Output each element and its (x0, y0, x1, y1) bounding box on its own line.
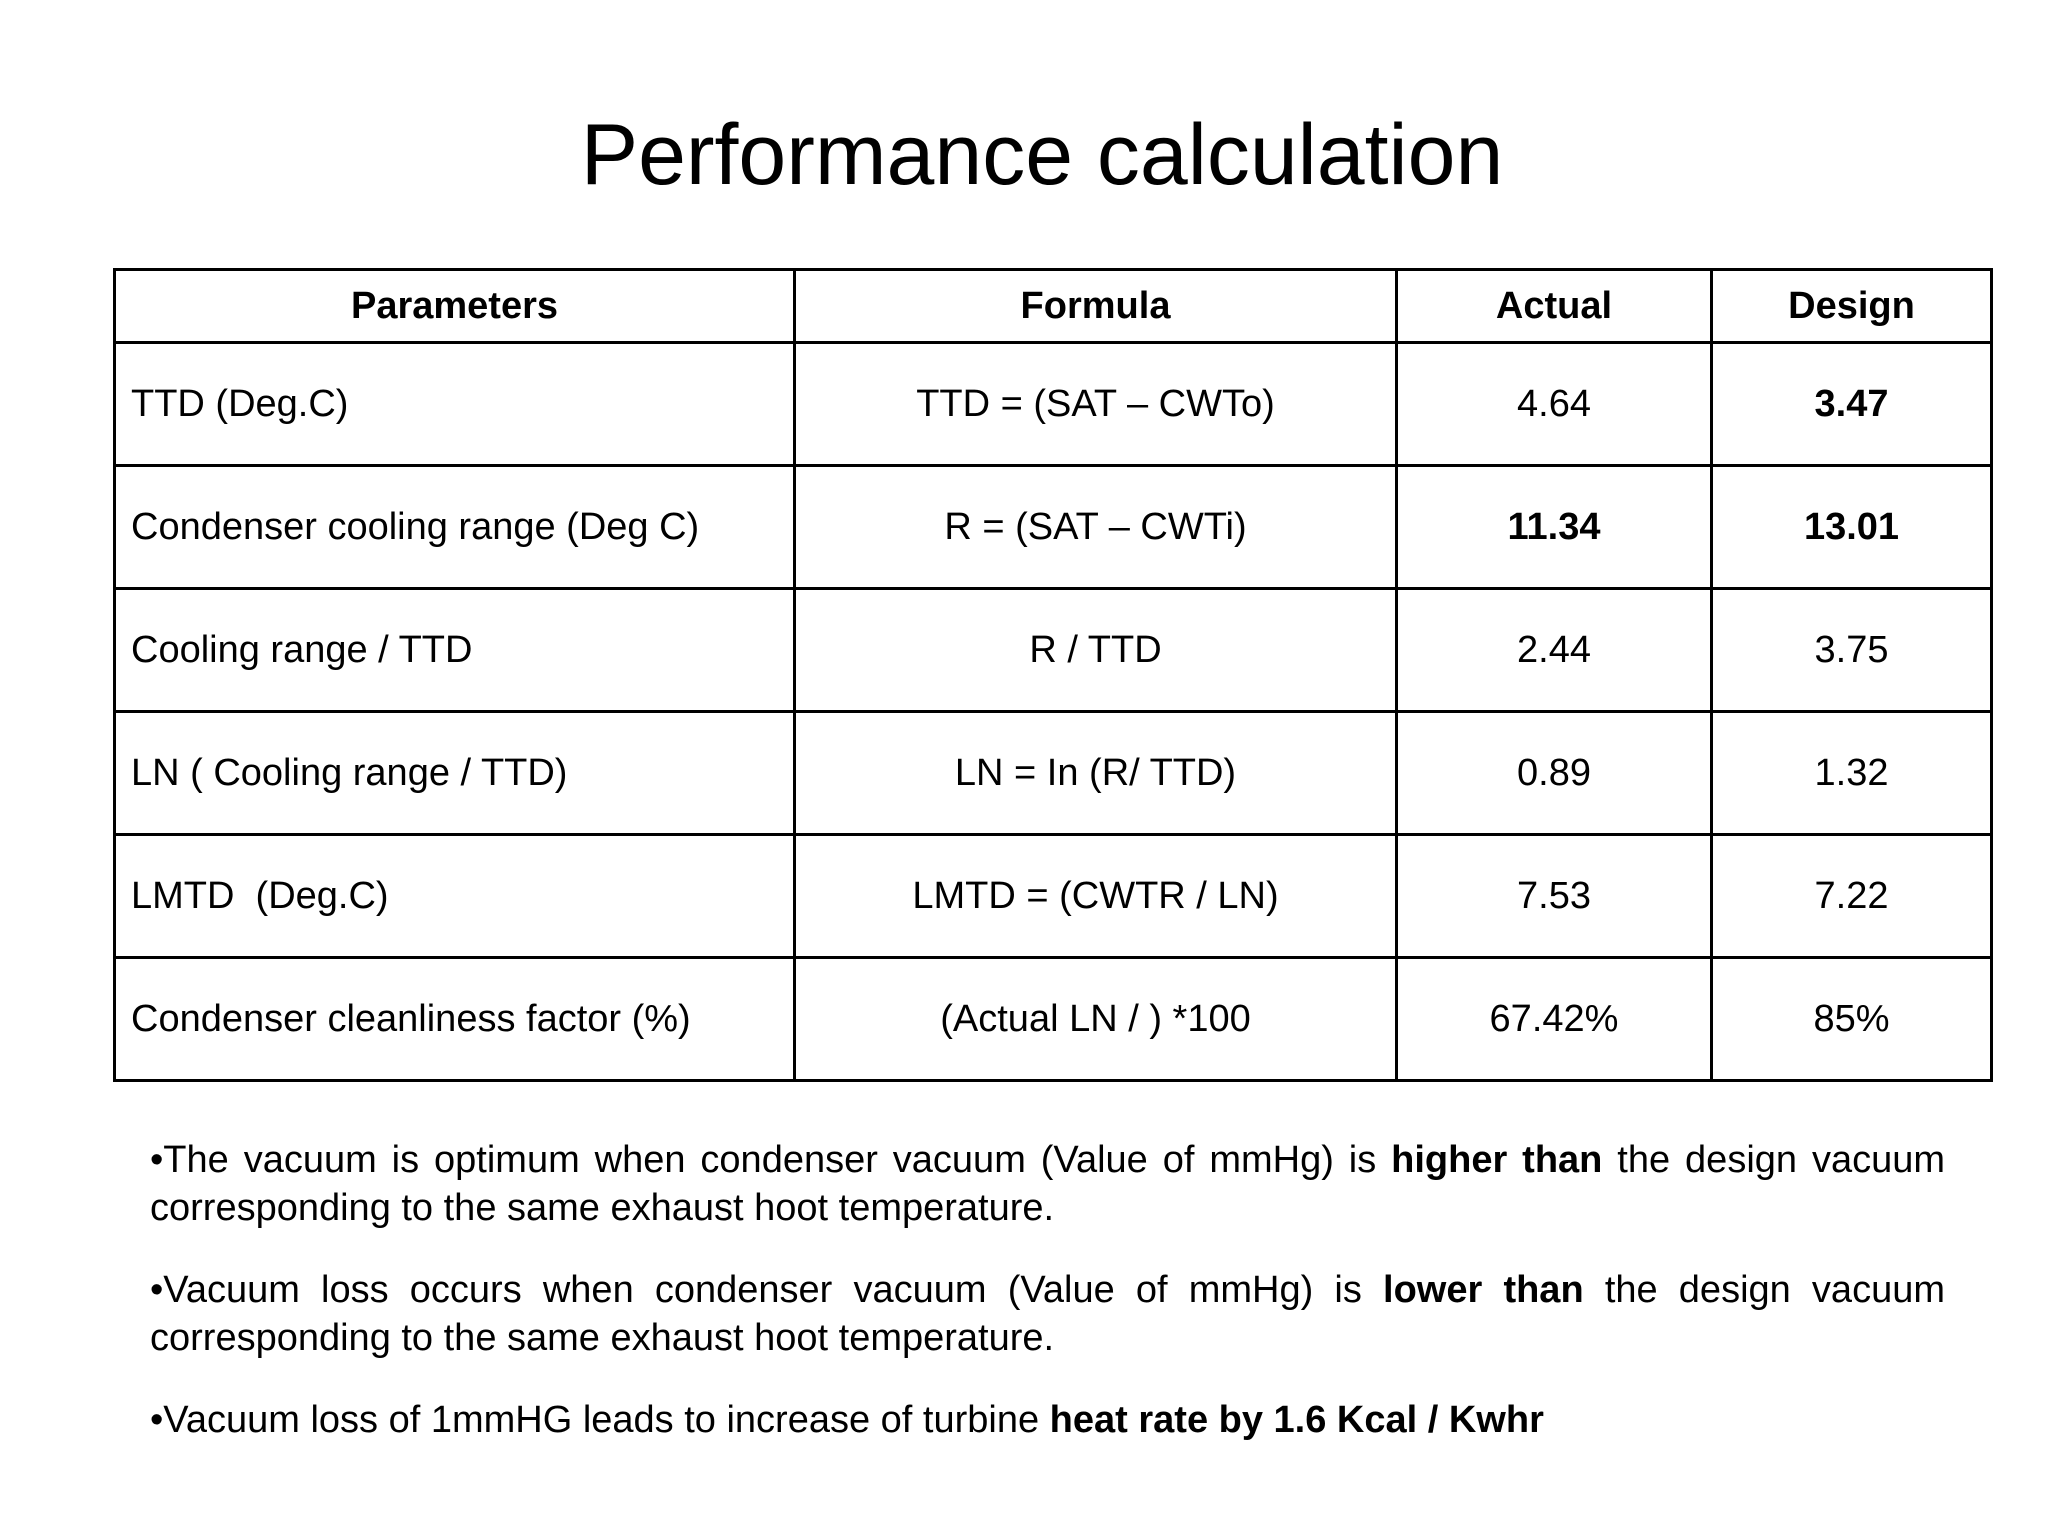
header-actual: Actual (1397, 270, 1712, 343)
note-emphasis: lower than (1383, 1269, 1584, 1311)
note-text: the design vacuum corresponding to the same exhaust hoot temperature. (150, 1269, 1945, 1359)
parameter-cell: Condenser cleanliness factor (%) (115, 958, 795, 1081)
parameter-cell: Condenser cooling range (Deg C) (115, 466, 795, 589)
formula-cell: TTD = (SAT – CWTo) (795, 343, 1397, 466)
parameter-cell: TTD (Deg.C) (115, 343, 795, 466)
note-emphasis: higher than (1391, 1139, 1603, 1181)
note-vacuum-loss (150, 1266, 1945, 1362)
performance-table (113, 268, 1993, 1082)
design-cell: 1.32 (1712, 712, 1992, 835)
table-row (115, 589, 1992, 712)
note-heat-rate (150, 1396, 1945, 1444)
actual-cell: 7.53 (1397, 835, 1712, 958)
header-parameters: Parameters (115, 270, 795, 343)
notes-list (150, 1136, 1945, 1478)
table-row (115, 835, 1992, 958)
page-title: Performance calculation (580, 107, 1504, 203)
note-text: •Vacuum loss of 1mmHG leads to increase of turbine (150, 1399, 1050, 1441)
header-design: Design (1712, 270, 1992, 343)
table-header-row (115, 270, 1992, 343)
actual-cell: 4.64 (1397, 343, 1712, 466)
design-cell: 85% (1712, 958, 1992, 1081)
formula-cell: LMTD = (CWTR / LN) (795, 835, 1397, 958)
parameter-cell: LMTD (Deg.C) (115, 835, 795, 958)
table-row (115, 958, 1992, 1081)
header-formula: Formula (795, 270, 1397, 343)
actual-cell: 0.89 (1397, 712, 1712, 835)
formula-cell: LN = In (R/ TTD) (795, 712, 1397, 835)
design-cell: 7.22 (1712, 835, 1992, 958)
actual-cell: 67.42% (1397, 958, 1712, 1081)
actual-cell: 2.44 (1397, 589, 1712, 712)
actual-cell: 11.34 (1397, 466, 1712, 589)
table-row (115, 466, 1992, 589)
formula-cell: R / TTD (795, 589, 1397, 712)
note-text: •The vacuum is optimum when condenser vacuum (Value of mmHg) is (150, 1139, 1392, 1181)
note-emphasis: heat rate by 1.6 Kcal / Kwhr (1049, 1399, 1544, 1441)
table-row (115, 343, 1992, 466)
formula-cell: (Actual LN / ) *100 (795, 958, 1397, 1081)
design-cell: 3.47 (1712, 343, 1992, 466)
design-cell: 13.01 (1712, 466, 1992, 589)
design-cell: 3.75 (1712, 589, 1992, 712)
note-text: the design vacuum corresponding to the same exhaust hoot temperature. (150, 1139, 1945, 1229)
table-row (115, 712, 1992, 835)
formula-cell: R = (SAT – CWTi) (795, 466, 1397, 589)
parameter-cell: Cooling range / TTD (115, 589, 795, 712)
parameter-cell: LN ( Cooling range / TTD) (115, 712, 795, 835)
note-text: •Vacuum loss occurs when condenser vacuum (Value of mmHg) is (150, 1269, 1384, 1311)
note-optimum-vacuum (150, 1136, 1945, 1232)
